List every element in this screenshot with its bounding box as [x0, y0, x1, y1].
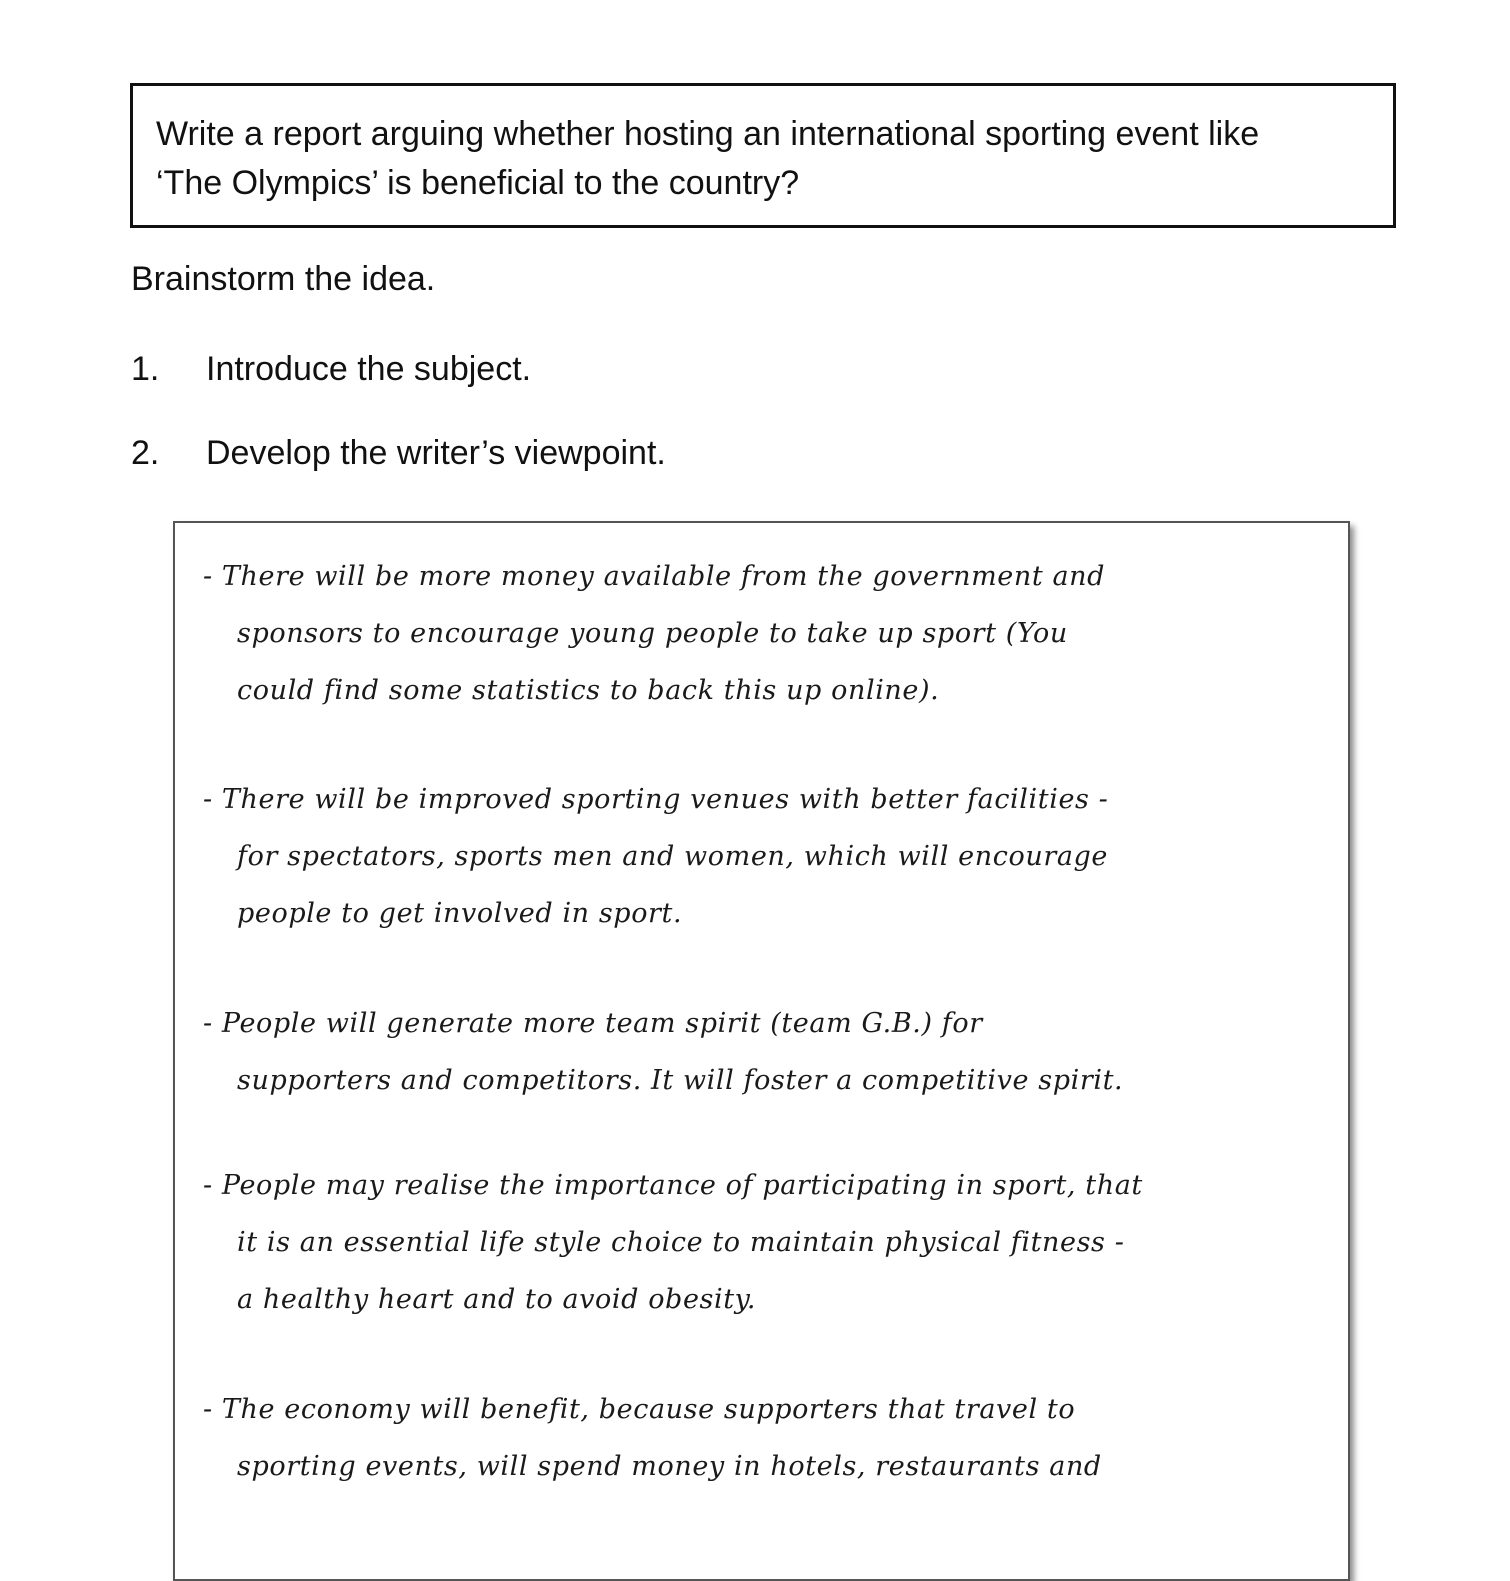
note-line: - People may realise the importance of participating in sport, that: [203, 1170, 1143, 1201]
task-prompt-line-2: ‘The Olympics’ is beneficial to the country?: [156, 164, 800, 202]
note-line: sporting events, will spend money in hotels, restaurants and: [237, 1451, 1102, 1482]
note-item: [203, 548, 1105, 719]
step-number: 2.: [131, 434, 160, 472]
handwritten-notes-box: [173, 521, 1350, 1581]
note-line: - People will generate more team spirit (team G.B.) for: [203, 1008, 983, 1039]
note-item: [203, 771, 1108, 942]
note-line: supporters and competitors. It will foster a competitive spirit.: [237, 1065, 1124, 1096]
task-prompt-box: [130, 83, 1396, 228]
note-line: sponsors to encourage young people to take up sport (You: [237, 618, 1068, 649]
step-number: 1.: [131, 350, 160, 388]
note-line: - There will be improved sporting venues with better facilities -: [203, 784, 1109, 815]
note-line: - There will be more money available from the government and: [203, 561, 1106, 592]
note-line: - The economy will benefit, because supporters that travel to: [203, 1394, 1076, 1425]
task-prompt-line-1: Write a report arguing whether hosting an international sporting event like: [156, 115, 1260, 153]
note-item: [203, 995, 1123, 1109]
brainstorm-instruction: Brainstorm the idea.: [131, 260, 436, 298]
note-line: it is an essential life style choice to maintain physical fitness -: [237, 1227, 1125, 1258]
step-text: Introduce the subject.: [206, 350, 532, 388]
note-item: [203, 1157, 1143, 1328]
step-text: Develop the writer’s viewpoint.: [206, 434, 666, 472]
note-item: [203, 1381, 1102, 1495]
note-line: for spectators, sports men and women, which will encourage: [237, 841, 1108, 872]
note-line: a healthy heart and to avoid obesity.: [237, 1284, 757, 1315]
note-line: could find some statistics to back this up online).: [237, 675, 940, 706]
note-line: people to get involved in sport.: [237, 898, 683, 929]
